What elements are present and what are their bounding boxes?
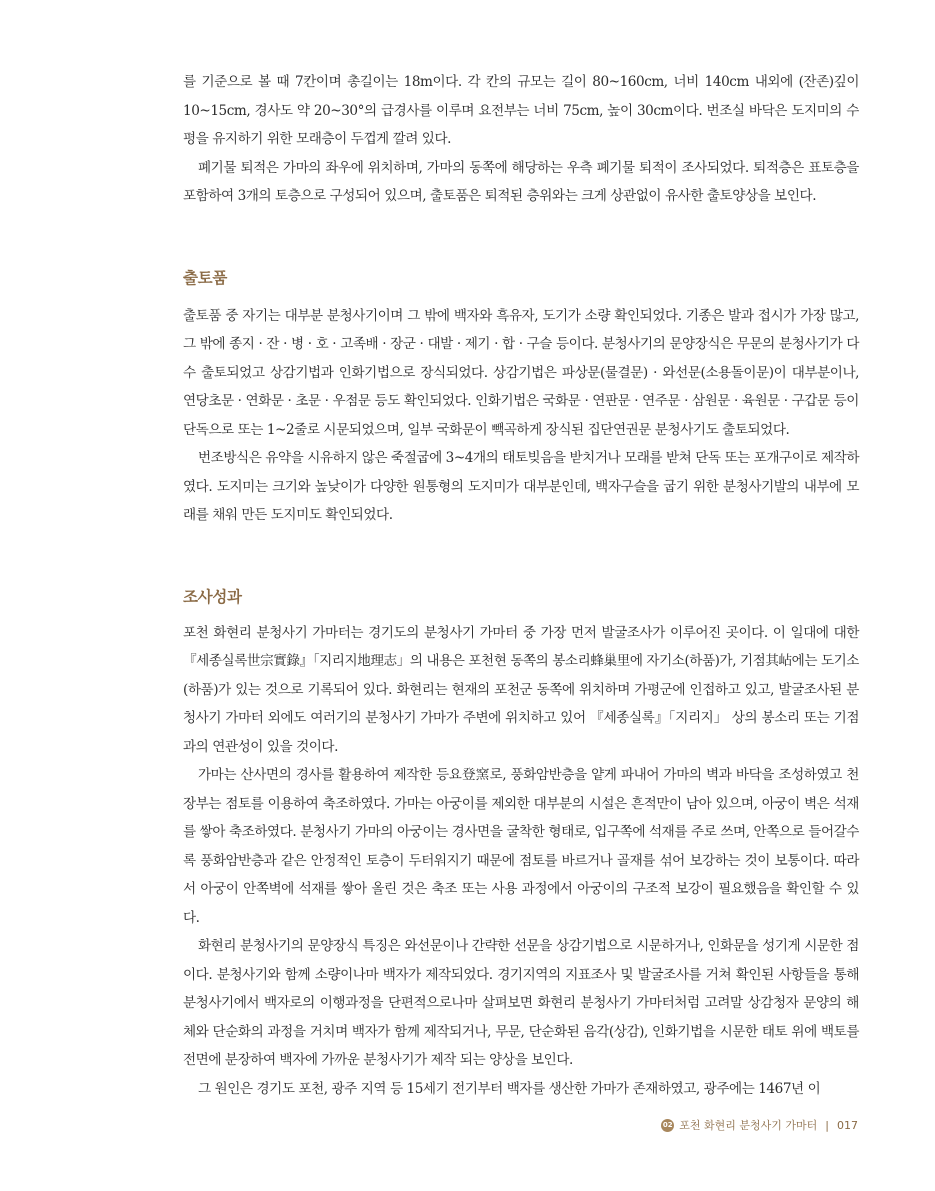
intro-paragraph-1: 를 기준으로 볼 때 7칸이며 총길이는 18m이다. 각 칸의 규모는 길이 80~160cm, 너비 140cm 내외에 (잔존)깊이 10~15cm, 경사도 약 20~30°의 급경사를 이루며 요전부는 너비 75cm, 높이 30cm이다. 번조실 바닥은 도지미의 수평을 유지하기 위한 모래층이 두껍게 깔려 있다. xyxy=(183,74,859,147)
page-body xyxy=(183,68,859,1103)
artifacts-paragraph-2: 번조방식은 유약을 시유하지 않은 죽절굽에 3~4개의 태토빚음을 받치거나 모래를 받쳐 단독 또는 포개구이로 제작하였다. 도지미는 크기와 높낮이가 다양한 원통형의 도지미가 대부분인데, 백자구슬을 굽기 위한 분청사기발의 내부에 모래를 채워 만든 도지미도 확인되었다. xyxy=(183,450,860,523)
page-number: 017 xyxy=(837,1118,858,1132)
chapter-badge: 02 xyxy=(661,1119,674,1132)
footer-title: 포천 화현리 분청사기 가마터 xyxy=(679,1119,818,1132)
results-paragraph-3: 화현리 분청사기의 문양장식 특징은 와선문이나 간략한 선문을 상감기법으로 시문하거나, 인화문을 성기게 시문한 점이다. 분청사기와 함께 소량이나마 백자가 제작되었다. 경기지역의 지표조사 및 발굴조사를 거쳐 확인된 사항들을 통해 분청사기에서 백자로의 이행과정을 단편적으로나마 살펴보면 화현리 분청사기 가마터처럼 고려말 상감청자 문양의 해체와 단순화의 과정을 거치며 백자가 함께 제작되거나, 무문, 단순화된 음각(상감), 인화기법을 시문한 태토 위에 백토를 전면에 분장하여 백자에 가까운 분청사기가 제작 되는 양상을 보인다. xyxy=(183,938,859,1068)
page-footer xyxy=(661,1117,858,1133)
results-paragraph-2: 가마는 산사면의 경사를 활용하여 제작한 등요登窯로, 풍화암반층을 얕게 파내어 가마의 벽과 바닥을 조성하였고 천장부는 점토를 이용하여 축조하였다. 가마는 아궁이를 제외한 대부분의 시설은 흔적만이 남아 있으며, 아궁이 벽은 석재를 쌓아 축조하였다. 분청사기 가마의 아궁이는 경사면을 굴착한 형태로, 입구쪽에 석재를 주로 쓰며, 안쪽으로 들어갈수록 풍화암반층과 같은 안정적인 토층이 두터워지기 때문에 점토를 바르거나 골재를 섞어 보강하는 것이 보통이다. 따라서 아궁이 안쪽벽에 석재를 쌓아 올린 것은 축조 또는 사용 과정에서 아궁이의 구조적 보강이 필요했음을 확인할 수 있다. xyxy=(183,767,859,926)
footer-separator: | xyxy=(825,1118,829,1132)
section-heading-artifacts: 출토품 xyxy=(183,268,228,287)
results-paragraph-1: 포천 화현리 분청사기 가마터는 경기도의 분청사기 가마터 중 가장 먼저 발굴조사가 이루어진 곳이다. 이 일대에 대한 『세종실록世宗實錄』「지리지地理志」의 내용은 포천현 동쪽의 봉소리蜂巢里에 자기소(하품)가, 기점其岾에는 도기소(하품)가 있는 것으로 기록되어 있다. 화현리는 현재의 포천군 동쪽에 위치하며 가평군에 인접하고 있고, 발굴조사된 분청사기 가마터 외에도 여러기의 분청사기 가마가 주변에 위치하고 있어 『세종실록』「지리지」 상의 봉소리 또는 기점과의 연관성이 있을 것이다. xyxy=(183,624,859,755)
section-heading-results: 조사성과 xyxy=(183,587,242,606)
artifacts-paragraph-1: 출토품 중 자기는 대부분 분청사기이며 그 밖에 백자와 흑유자, 도기가 소량 확인되었다. 기종은 발과 접시가 가장 많고, 그 밖에 종지 · 잔 · 병 · 호 · 고족배 · 장군 · 대발 · 제기 · 합 · 구슬 등이다. 분청사기의 문양장식은 무문의 분청사기가 다수 출토되었고 상감기법과 인화기법으로 장식되었다. 상감기법은 파상문(물결문) · 와선문(소용돌이문)이 대부분이나, 연당초문 · 연화문 · 초문 · 우점문 등도 확인되었다. 인화기법은 국화문 · 연판문 · 연주문 · 삼원문 · 육원문 · 구갑문 등이 단독으로 또는 1~2줄로 시문되었으며, 일부 국화문이 빽곡하게 장식된 집단연권문 분청사기도 출토되었다. xyxy=(183,307,859,438)
intro-paragraph-2: 폐기물 퇴적은 가마의 좌우에 위치하며, 가마의 동쪽에 해당하는 우측 폐기물 퇴적이 조사되었다. 퇴적층은 표토층을 포함하여 3개의 토층으로 구성되어 있으며, 출토품은 퇴적된 층위와는 크게 상관없이 유사한 출토양상을 보인다. xyxy=(183,159,859,204)
results-paragraph-4: 그 원인은 경기도 포천, 광주 지역 등 15세기 전기부터 백자를 생산한 가마가 존재하였고, 광주에는 1467년 이 xyxy=(198,1080,821,1097)
